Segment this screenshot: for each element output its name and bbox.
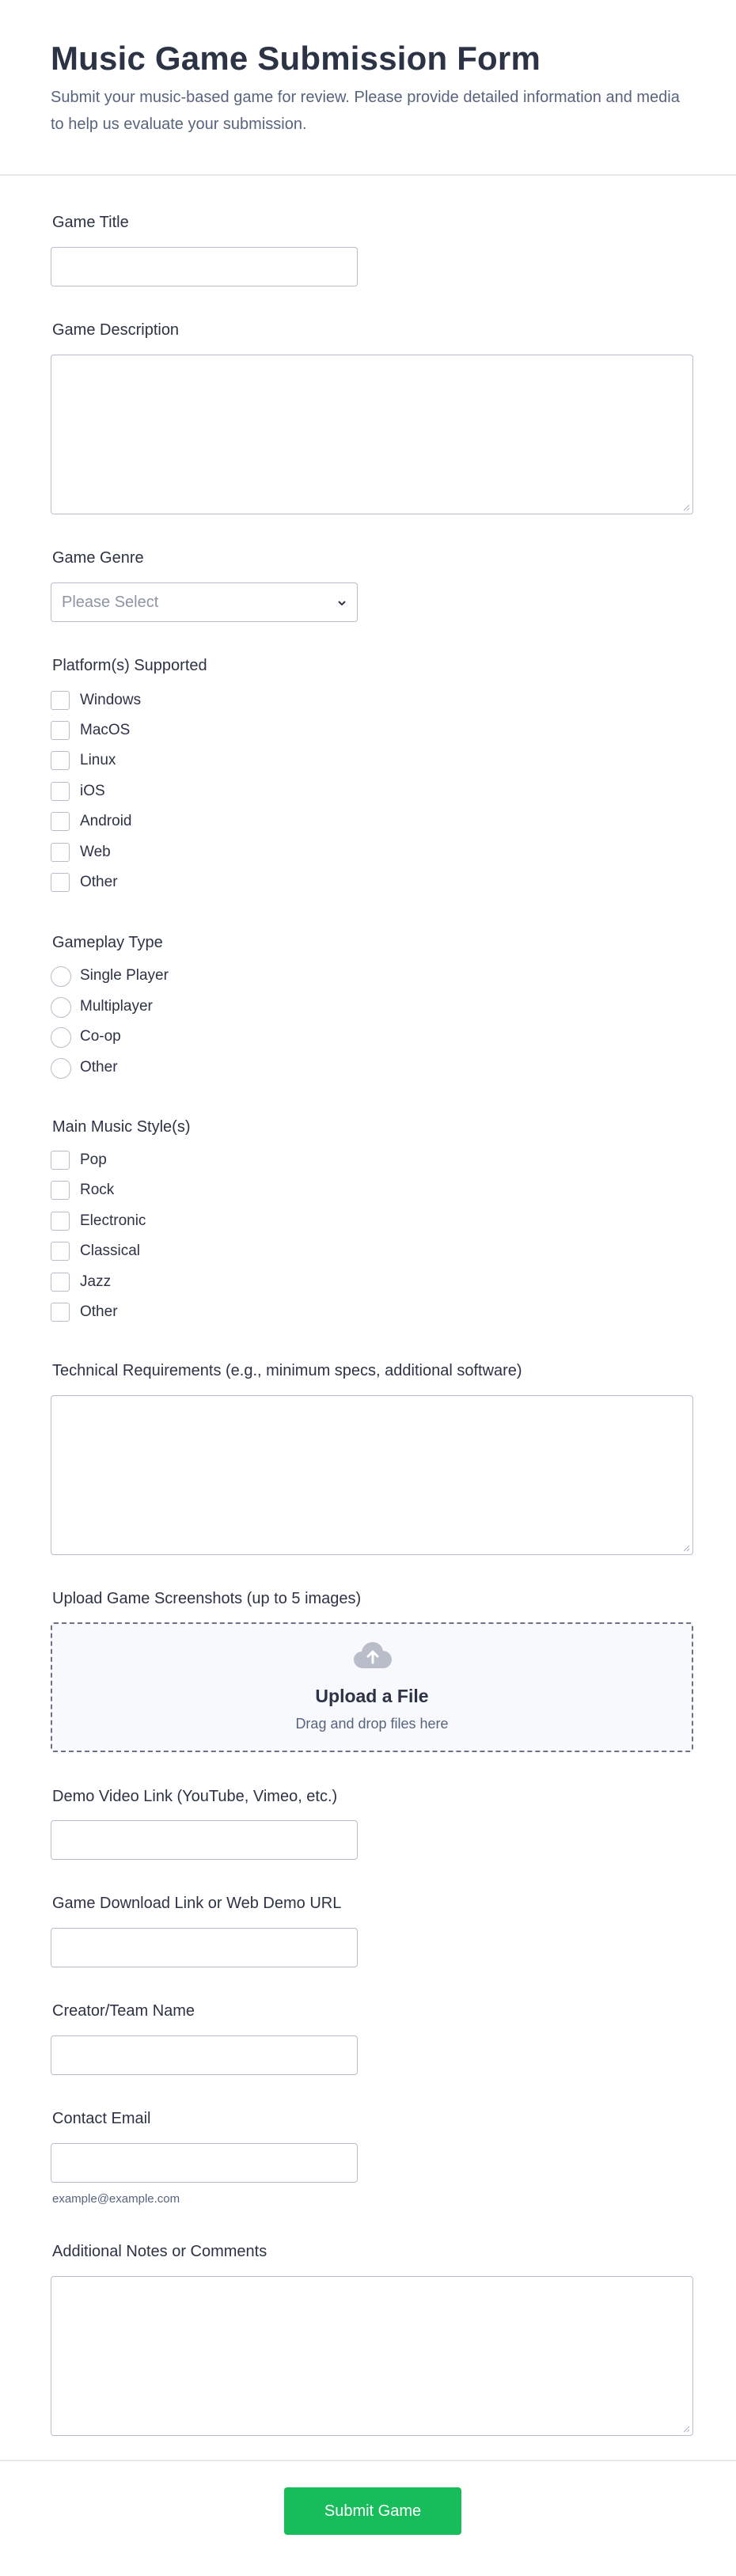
resize-handle-icon[interactable]	[682, 2425, 690, 2433]
music-style-option-jazz[interactable]	[51, 1272, 446, 1294]
checkbox[interactable]	[51, 782, 70, 801]
platforms-label: Platform(s) Supported	[52, 657, 207, 674]
game-title-label: Game Title	[52, 214, 129, 231]
option-label: Single Player	[80, 967, 169, 984]
platform-option-ios[interactable]	[51, 781, 446, 803]
checkbox[interactable]	[51, 873, 70, 892]
checkbox[interactable]	[51, 1273, 70, 1292]
radio-button[interactable]	[51, 997, 71, 1018]
option-label: Electronic	[80, 1212, 146, 1229]
music-styles-label: Main Music Style(s)	[52, 1118, 191, 1136]
checkbox[interactable]	[51, 1151, 70, 1170]
option-label: Rock	[80, 1182, 115, 1198]
screenshots-label: Upload Game Screenshots (up to 5 images)	[52, 1590, 362, 1607]
radio-button[interactable]	[51, 966, 71, 987]
platform-option-web[interactable]	[51, 842, 446, 864]
tech-requirements-textarea[interactable]	[51, 1395, 693, 1555]
resize-handle-icon[interactable]	[682, 503, 690, 511]
contact-email-input[interactable]	[51, 2143, 358, 2183]
option-label: Classical	[80, 1242, 141, 1259]
form-header	[0, 0, 736, 176]
gameplay-option-single-player[interactable]	[51, 966, 446, 988]
game-description-textarea[interactable]	[51, 355, 693, 514]
creator-name-label: Creator/Team Name	[52, 2002, 195, 2020]
option-label: Jazz	[80, 1273, 112, 1290]
resize-handle-icon[interactable]	[682, 1544, 690, 1552]
platform-option-macos[interactable]	[51, 720, 446, 742]
platform-option-windows[interactable]	[51, 690, 446, 712]
radio-button[interactable]	[51, 1058, 71, 1079]
page-title: Music Game Submission Form	[51, 40, 541, 77]
chevron-down-icon	[336, 598, 347, 609]
form-footer	[0, 2460, 736, 2576]
upload-title: Upload a File	[315, 1686, 429, 1706]
contact-email-label: Contact Email	[52, 2110, 151, 2127]
music-style-option-other[interactable]	[51, 1302, 446, 1324]
download-link-input[interactable]	[51, 1928, 358, 1967]
cloud-upload-icon	[352, 1640, 393, 1671]
tech-requirements-label: Technical Requirements (e.g., minimum specs, additional software)	[52, 1362, 522, 1379]
platform-option-linux[interactable]	[51, 750, 446, 772]
option-label: Windows	[80, 692, 142, 708]
option-label: Other	[80, 874, 118, 890]
music-style-option-classical[interactable]	[51, 1241, 446, 1263]
game-genre-placeholder: Please Select	[62, 594, 159, 611]
file-upload-dropzone[interactable]	[51, 1622, 693, 1752]
option-label: Other	[80, 1059, 118, 1076]
gameplay-option-co-op[interactable]	[51, 1026, 446, 1049]
checkbox[interactable]	[51, 843, 70, 862]
radio-button[interactable]	[51, 1027, 71, 1048]
option-label: Co-op	[80, 1028, 121, 1045]
game-description-label: Game Description	[52, 321, 180, 339]
checkbox[interactable]	[51, 812, 70, 831]
notes-textarea[interactable]	[51, 2276, 693, 2436]
gameplay-option-multiplayer[interactable]	[51, 996, 446, 1019]
download-link-label: Game Download Link or Web Demo URL	[52, 1895, 342, 1912]
checkbox[interactable]	[51, 691, 70, 710]
option-label: Pop	[80, 1151, 107, 1168]
checkbox[interactable]	[51, 1212, 70, 1231]
checkbox[interactable]	[51, 751, 70, 770]
music-style-option-pop[interactable]	[51, 1150, 446, 1172]
option-label: Multiplayer	[80, 998, 153, 1015]
creator-name-input[interactable]	[51, 2035, 358, 2075]
option-label: MacOS	[80, 722, 131, 738]
gameplay-option-other[interactable]	[51, 1057, 446, 1079]
checkbox[interactable]	[51, 1181, 70, 1200]
platform-option-other[interactable]	[51, 872, 446, 894]
option-label: Other	[80, 1303, 118, 1320]
demo-video-input[interactable]	[51, 1820, 358, 1860]
gameplay-type-label: Gameplay Type	[52, 934, 163, 951]
game-genre-label: Game Genre	[52, 549, 144, 567]
email-hint: example@example.com	[52, 2192, 180, 2206]
platform-option-android[interactable]	[51, 811, 446, 833]
checkbox[interactable]	[51, 1303, 70, 1322]
option-label: Web	[80, 844, 111, 860]
page-subtitle: Submit your music-based game for review. Please provide detailed information and media to help us evaluate your submission.	[51, 89, 680, 133]
checkbox[interactable]	[51, 721, 70, 740]
option-label: Linux	[80, 752, 116, 768]
option-label: iOS	[80, 783, 105, 799]
checkbox[interactable]	[51, 1242, 70, 1261]
demo-video-label: Demo Video Link (YouTube, Vimeo, etc.)	[52, 1788, 338, 1805]
upload-subtitle: Drag and drop files here	[295, 1716, 449, 1732]
notes-label: Additional Notes or Comments	[52, 2243, 267, 2260]
game-title-input[interactable]	[51, 247, 358, 286]
music-style-option-electronic[interactable]	[51, 1211, 446, 1233]
option-label: Android	[80, 813, 132, 829]
submit-button[interactable]: Submit Game	[284, 2487, 461, 2535]
game-genre-select[interactable]	[51, 582, 358, 622]
music-style-option-rock[interactable]	[51, 1180, 446, 1202]
